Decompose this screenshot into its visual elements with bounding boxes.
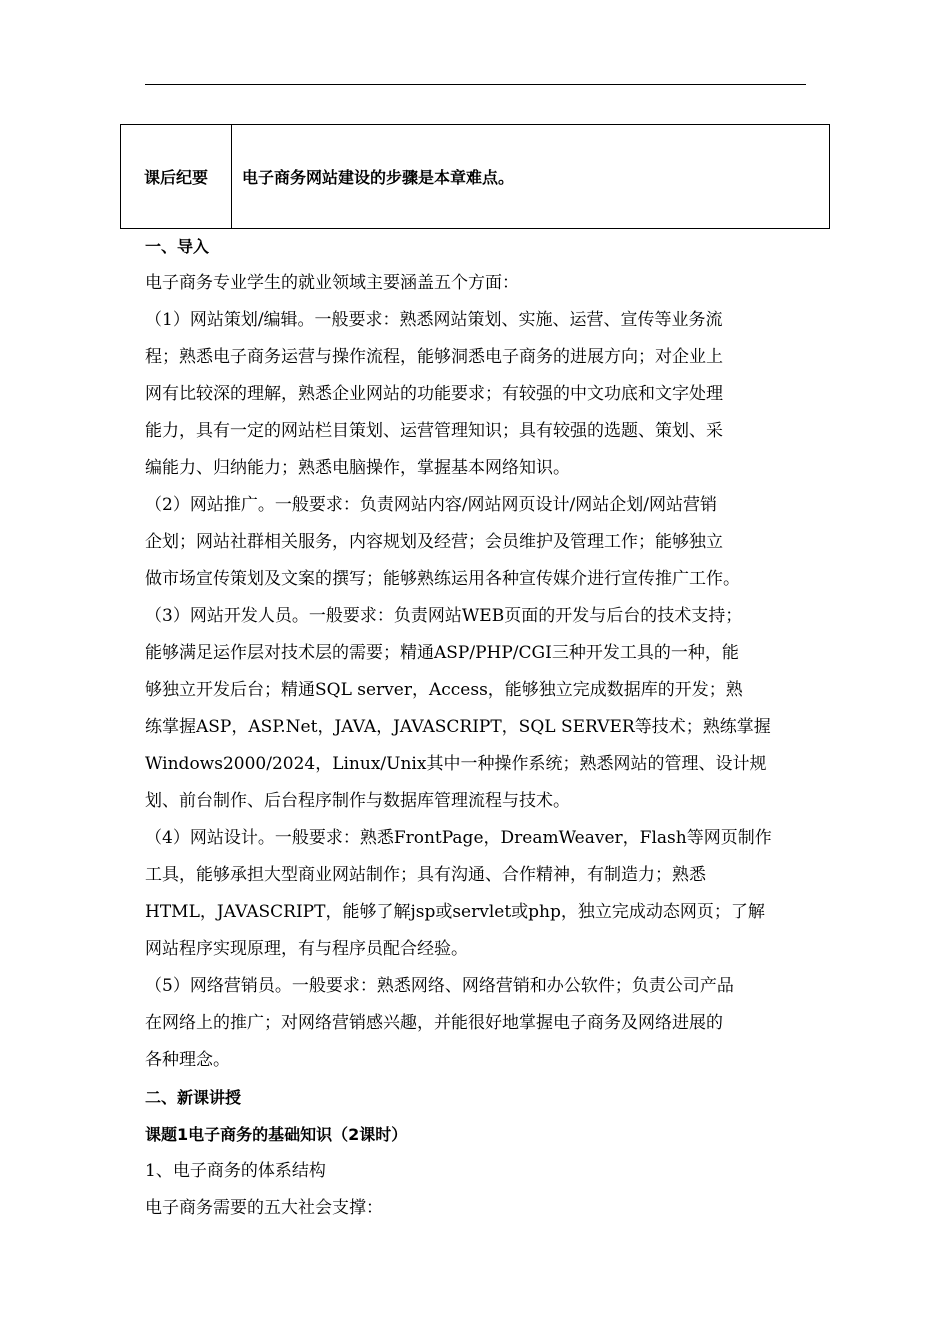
item1-line: 能力，具有一定的网站栏目策划、运营管理知识；具有较强的选题、策划、采 (145, 421, 723, 441)
item4-line: 工具，能够承担大型商业网站制作；具有沟通、合作精神，有制造力；熟悉 (145, 865, 706, 885)
item1-line: 网有比较深的理解，熟悉企业网站的功能要求；有较强的中文功底和文字处理 (145, 384, 723, 404)
subsection-heading: 1、电子商务的体系结构 (145, 1161, 326, 1181)
item1-line: 程；熟悉电子商务运营与操作流程，能够洞悉电子商务的进展方向；对企业上 (145, 347, 723, 367)
intro-paragraph: 电子商务专业学生的就业领域主要涵盖五个方面： (145, 273, 519, 293)
topic-heading: 课题1电子商务的基础知识（2课时） (145, 1125, 408, 1144)
item5-line: 在网络上的推广；对网络营销感兴趣，并能很好地掌握电子商务及网络进展的 (145, 1013, 723, 1033)
section-heading-intro: 一、导入 (145, 237, 210, 256)
item3-line: 能够满足运作层对技术层的需要；精通ASP/PHP/CGI三种开发工具的一种，能 (145, 643, 739, 663)
section-heading-lecture: 二、新课讲授 (145, 1088, 242, 1107)
item3-line: 划、前台制作、后台程序制作与数据库管理流程与技术。 (145, 791, 570, 811)
item4-line: HTML，JAVASCRIPT，能够了解jsp或servlet或php，独立完成动态网页；了解 (145, 902, 765, 922)
item4-line: （4）网站设计。一般要求：熟悉FrontPage，DreamWeaver，Flash等网页制作 (145, 828, 772, 848)
subsection-text: 电子商务需要的五大社会支撑： (145, 1198, 383, 1218)
item2-line: 企划；网站社群相关服务，内容规划及经营；会员维护及管理工作；能够独立 (145, 532, 723, 552)
header-rule (145, 84, 806, 85)
item3-line: Windows2000/2024，Linux/Unix其中一种操作系统；熟悉网站的管理、设计规 (145, 754, 767, 774)
notes-table-label: 课后纪要 (121, 125, 232, 228)
item5-line: （5）网络营销员。一般要求：熟悉网络、网络营销和办公软件；负责公司产品 (145, 976, 734, 996)
document-body (145, 228, 810, 1227)
item1-line: 编能力、归纳能力；熟悉电脑操作，掌握基本网络知识。 (145, 458, 570, 478)
item3-line: （3）网站开发人员。一般要求：负责网站WEB页面的开发与后台的技术支持； (145, 606, 743, 626)
notes-table (120, 124, 830, 229)
item5-line: 各种理念。 (145, 1050, 230, 1070)
notes-table-content: 电子商务网站建设的步骤是本章难点。 (242, 168, 515, 187)
item2-line: （2）网站推广。一般要求：负责网站内容/网站网页设计/网站企划/网站营销 (145, 495, 717, 515)
item3-line: 练掌握ASP，ASP.Net，JAVA，JAVASCRIPT，SQL SERVER等技术；熟练掌握 (145, 717, 771, 737)
item4-line: 网站程序实现原理，有与程序员配合经验。 (145, 939, 468, 959)
item1-line: （1）网站策划/编辑。一般要求：熟悉网站策划、实施、运营、宣传等业务流 (145, 310, 723, 330)
item2-line: 做市场宣传策划及文案的撰写；能够熟练运用各种宣传媒介进行宣传推广工作。 (145, 569, 740, 589)
item3-line: 够独立开发后台；精通SQL server，Access，能够独立完成数据库的开发；熟 (145, 680, 743, 700)
